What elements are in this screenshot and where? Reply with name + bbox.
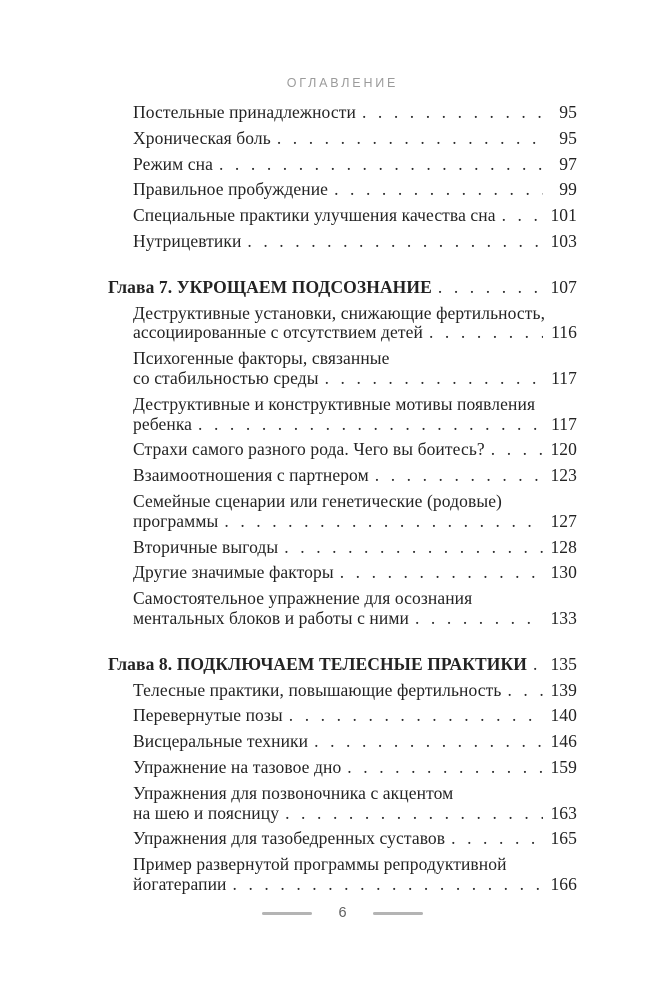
toc-entry-title: Взаимоотношения с партнером [133,465,369,486]
dot-leader [284,538,543,558]
toc-entry-title: ментальных блоков и работы с ними [133,607,409,628]
dot-leader [198,415,543,435]
toc-entry [108,706,577,726]
toc-entry-title: программы [133,510,219,531]
toc-entry-line [133,103,577,123]
toc-page-number: 139 [550,679,577,700]
toc-entry-line [133,129,577,149]
toc-page-number: 133 [550,607,577,628]
toc-list [108,103,577,895]
toc-page-number: 135 [550,653,577,674]
toc-entry [108,589,577,629]
toc-page-number: 95 [559,102,577,122]
toc-entry-line [133,206,577,226]
toc-entry-line [133,732,577,752]
footer-page-number: 6 [338,905,347,921]
dot-leader [491,440,543,460]
toc-page-number: 120 [550,439,577,460]
dot-leader [314,732,543,752]
page-header-title: ОГЛАВЛЕНИЕ [286,76,399,90]
toc-entry-line [133,369,577,389]
dot-leader [533,655,543,675]
toc-entry-title: Хроническая боль [133,127,271,148]
toc-entry [108,784,577,824]
toc-entry [108,129,577,149]
toc-entry-line [133,512,577,532]
toc-page-number: 163 [550,802,577,823]
toc-page-number: 166 [550,873,577,894]
toc-entry-line [133,232,577,252]
toc-entry-title: Нутрицевтики [133,230,242,251]
toc-entry-title: Правильное пробуждение [133,179,329,200]
toc-entry-line [133,440,577,460]
toc-entry-title: Перевернутые позы [133,705,283,726]
toc-entry [108,349,577,389]
toc-entry [108,232,577,252]
toc-entry-title: Семейные сценарии или генетические (родовые) [133,490,502,511]
toc-entry-title: Специальные практики улучшения качества сна [133,205,496,226]
toc-entry-title: ассоциированные с отсутствием детей [133,322,423,343]
toc-entry-line [108,655,577,675]
toc-entry-title: Упражнение на тазовое дно [133,756,342,777]
toc-page-number: 123 [550,465,577,486]
toc-entry-line [133,829,577,849]
toc-page-number: 165 [550,828,577,849]
toc-entry-title: Телесные практики, повышающие фертильность [133,679,502,700]
dot-leader [224,512,543,532]
toc-page-number: 95 [559,127,577,148]
toc-page-number: 130 [550,562,577,583]
toc-entry-title: Другие значимые факторы [133,562,334,583]
toc-page-number: 117 [551,367,577,388]
dot-leader [247,232,543,252]
dot-leader [233,875,543,895]
toc-page-number: 101 [550,205,577,226]
toc-entry-title: Самостоятельное упражнение для осознания [133,588,473,609]
toc-entry-line [133,875,577,895]
toc-entry-title: Деструктивные установки, снижающие фертильность, [133,302,546,323]
toc-page-number: 146 [550,731,577,752]
toc-entry-title: на шею и поясницу [133,802,280,823]
dot-leader [340,563,543,583]
dot-leader [334,180,543,200]
dot-leader [438,278,543,298]
toc-page-number: 116 [551,322,577,343]
toc-entry [108,855,577,895]
toc-entry [108,758,577,778]
dot-leader [285,804,543,824]
toc-entry [108,563,577,583]
toc-page-number: 127 [550,510,577,531]
dot-leader [289,706,543,726]
toc-entry-title: йогатерапии [133,873,227,894]
toc-entry-title: Упражнения для позвоночника с акцентом [133,782,454,803]
toc-page-number: 117 [551,413,577,434]
toc-entry [108,180,577,200]
toc-entry-line [108,278,577,298]
toc-page-number: 103 [550,230,577,251]
toc-entry [108,206,577,226]
dot-leader [219,155,543,175]
toc-page-number: 128 [550,536,577,557]
dot-leader [502,206,543,226]
toc-entry-title: Деструктивные и конструктивные мотивы появления [133,393,536,414]
toc-entry-title: Висцеральные техники [133,731,309,752]
toc-entry [108,304,577,344]
toc-entry [108,829,577,849]
toc-page-number: 140 [550,705,577,726]
toc-entry-title: Упражнения для тазобедренных суставов [133,828,446,849]
toc-entry-line [133,466,577,486]
toc-entry-line [133,323,577,343]
toc-entry-title: Страхи самого разного рода. Чего вы боитесь? [133,439,485,460]
toc-page-number: 99 [559,179,577,200]
dot-leader [277,129,543,149]
toc-entry-line [133,681,577,701]
dot-leader [429,323,543,343]
footer-left-ornament [262,912,312,915]
toc-entry [108,440,577,460]
toc-chapter-entry [108,655,577,675]
toc-page-number: 107 [550,276,577,297]
footer-right-ornament [373,912,423,915]
dot-leader [451,829,543,849]
toc-entry [108,155,577,175]
toc-entry-title: Глава 7. УКРОЩАЕМ ПОДСОЗНАНИЕ [108,276,432,297]
dot-leader [347,758,543,778]
toc-entry-line [133,415,577,435]
toc-entry-line [133,804,577,824]
toc-entry-title: ребенка [133,413,193,434]
dot-leader [375,466,543,486]
toc-entry [108,492,577,532]
toc-entry-title: со стабильностью среды [133,367,319,388]
toc-entry [108,681,577,701]
toc-entry-line [133,563,577,583]
toc-entry [108,732,577,752]
page-footer [108,906,577,921]
toc-entry-title: Режим сна [133,153,213,174]
toc-entry-line [133,180,577,200]
dot-leader [325,369,543,389]
toc-entry-line [133,609,577,629]
dot-leader [415,609,543,629]
dot-leader [362,103,543,123]
dot-leader [507,681,543,701]
toc-page-number: 97 [559,153,577,174]
toc-entry-line [133,706,577,726]
toc-entry-line [133,155,577,175]
toc-entry-line [133,538,577,558]
toc-entry [108,103,577,123]
toc-entry [108,395,577,435]
toc-entry [108,538,577,558]
toc-chapter-entry [108,278,577,298]
toc-entry-title: Постельные принадлежности [133,102,356,122]
toc-entry-title: Пример развернутой программы репродуктивной [133,854,507,875]
toc-page-number: 159 [550,756,577,777]
toc-entry [108,466,577,486]
toc-entry-line [133,758,577,778]
toc-entry-title: Психогенные факторы, связанные [133,348,390,369]
toc-entry-title: Глава 8. ПОДКЛЮЧАЕМ ТЕЛЕСНЫЕ ПРАКТИКИ [108,653,527,674]
toc-entry-title: Вторичные выгоды [133,536,279,557]
